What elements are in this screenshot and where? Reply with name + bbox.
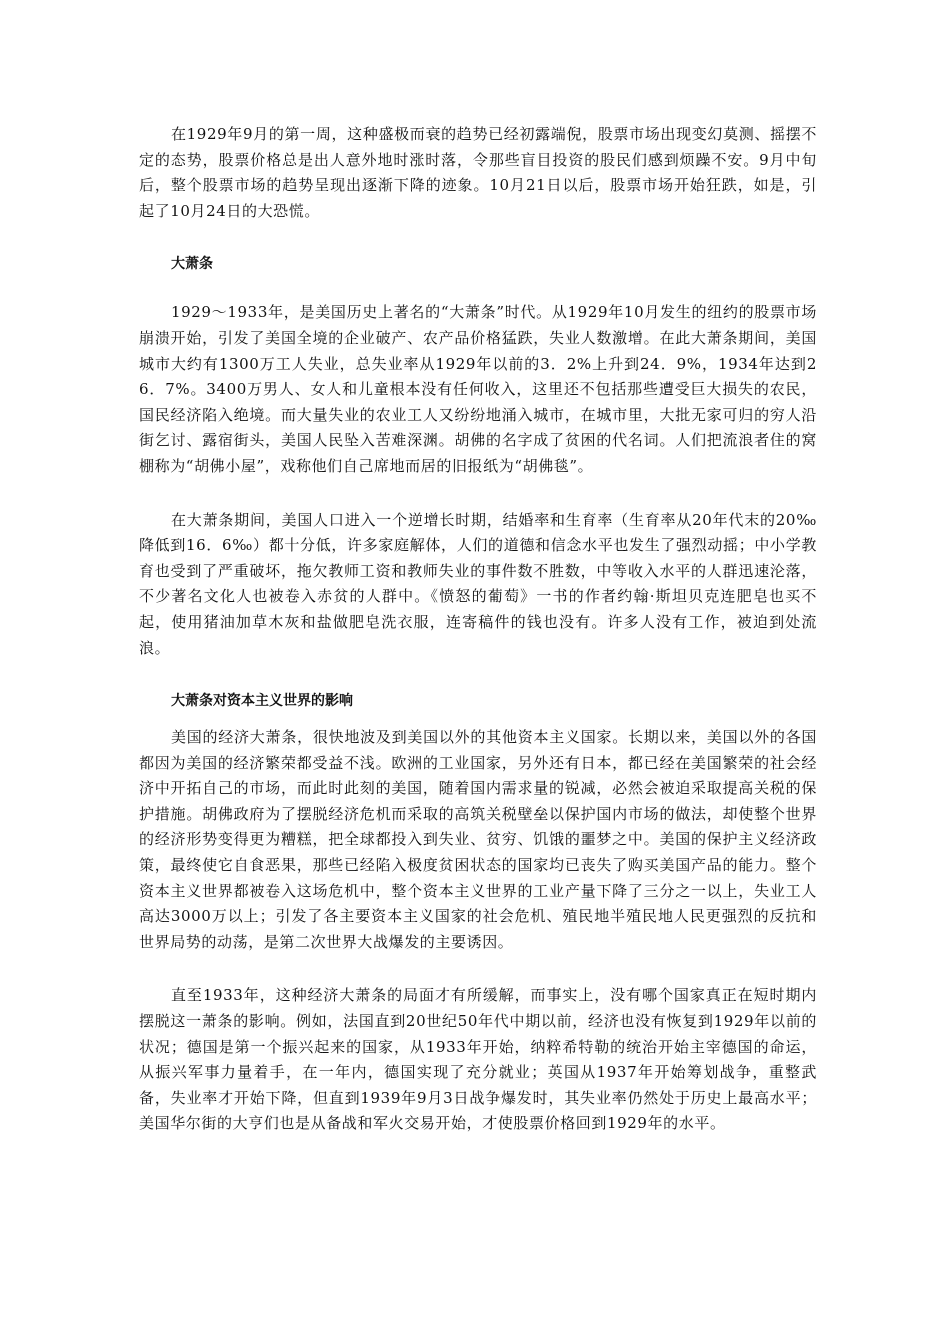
- section-heading-world-impact: 大萧条对资本主义世界的影响: [171, 693, 353, 710]
- document-body: [139, 122, 817, 1137]
- paragraph-world-impact: 美国的经济大萧条，很快地波及到美国以外的其他资本主义国家。长期以来，美国以外的各国都因为美国的经济繁荣都受益不浅。欧洲的工业国家，另外还有日本，都已经在美国繁荣的社会经济中开拓自己的市场，而此时此刻的美国，随着国内需求量的锐减，必然会被迫采取提高关税的保护措施。胡佛政府为了摆脱经济危机而采取的高筑关税壁垒以保护国内市场的做法，却使整个世界的经济形势变得更为糟糕，把全球都投入到失业、贫穷、饥饿的噩梦之中。美国的保护主义经济政策，最终使它自食恶果，那些已经陷入极度贫困状态的国家均已丧失了购买美国产品的能力。整个资本主义世界都被卷入这场危机中，整个资本主义世界的工业产量下降了三分之一以上，失业工人高达3000万以上；引发了各主要资本主义国家的社会危机、殖民地半殖民地人民更强烈的反抗和世界局势的动荡，是第二次世界大战爆发的主要诱因。: [139, 728, 817, 951]
- paragraph-depression-overview: 1929～1933年，是美国历史上著名的“大萧条”时代。从1929年10月发生的纽约的股票市场崩溃开始，引发了美国全境的企业破产、农产品价格猛跌，失业人数激增。在此大萧条期间，美国城市大约有1300万工人失业，总失业率从1929年以前的3．2%上升到24．9%，1934年达到26．7%。3400万男人、女人和儿童根本没有任何收入，这里还不包括那些遭受巨大损失的农民，国民经济陷入绝境。而大量失业的农业工人又纷纷地涌入城市，在城市里，大批无家可归的穷人沿街乞讨、露宿街头，美国人民坠入苦难深渊。胡佛的名字成了贫困的代名词。人们把流浪者住的窝棚称为“胡佛小屋”，戏称他们自己席地而居的旧报纸为“胡佛毯”。: [139, 303, 817, 475]
- section-heading-great-depression: 大萧条: [171, 256, 213, 273]
- paragraph-stock-market-decline: 在1929年9月的第一周，这种盛极而衰的趋势已经初露端倪，股票市场出现变幻莫测、摇摆不定的态势，股票价格总是出人意外地时涨时落，令那些盲目投资的股民们感到烦躁不安。9月中旬后，整个股票市场的趋势呈现出逐渐下降的迹象。10月21日以后，股票市场开始狂跌，如是，引起了10月24日的大恐慌。: [139, 125, 817, 220]
- paragraph-recovery: 直至1933年，这种经济大萧条的局面才有所缓解，而事实上，没有哪个国家真正在短时期内摆脱这一萧条的影响。例如，法国直到20世纪50年代中期以前，经济也没有恢复到1929年以前的状况；德国是第一个振兴起来的国家，从1933年开始，纳粹希特勒的统治开始主宰德国的命运，从振兴军事力量着手，在一年内，德国实现了充分就业；英国从1937年开始筹划战争，重整武备，失业率才开始下降，但直到1939年9月3日战争爆发时，其失业率仍然处于历史上最高水平；美国华尔街的大亨们也是从备战和军火交易开始，才使股票价格回到1929年的水平。: [139, 986, 817, 1133]
- paragraph-social-impact: 在大萧条期间，美国人口进入一个逆增长时期，结婚率和生育率（生育率从20年代末的20‰降低到16．6‰）都十分低，许多家庭解体，人们的道德和信念水平也发生了强烈动摇；中小学教育也受到了严重破坏，拖欠教师工资和教师失业的事件数不胜数，中等收入水平的人群迅速沦落，不少著名文化人也被卷入赤贫的人群中。《愤怒的葡萄》一书的作者约翰·斯坦贝克连肥皂也买不起，使用猪油加草木灰和盐做肥皂洗衣服，连寄稿件的钱也没有。许多人没有工作，被迫到处流浪。: [139, 510, 817, 657]
